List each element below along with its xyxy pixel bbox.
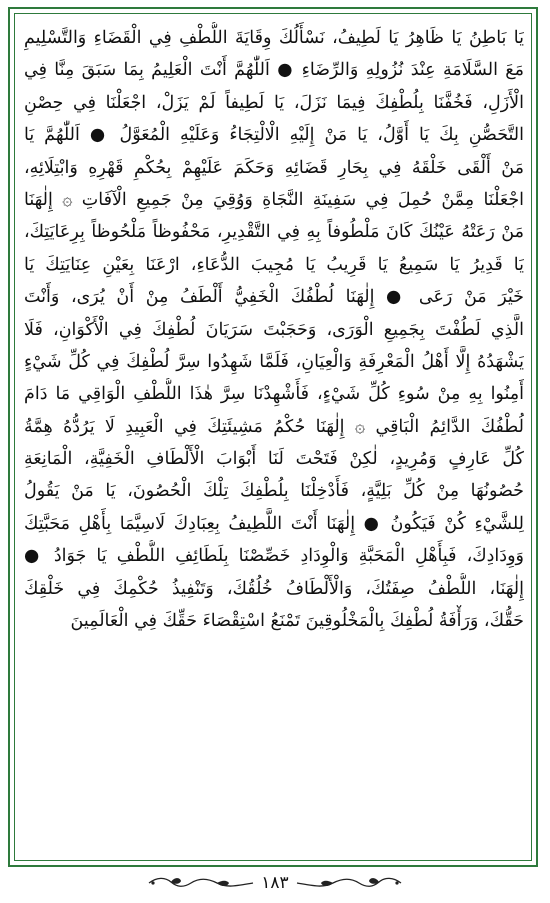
text-line: مَعَ السَّلَامَةِ عِنْدَ نُزُولِهِ وَالرِّضَاءِ ● اَللّٰهُمَّ أَنْتَ الْعَلِيمُ بِمَا سَبَقَ مِنَّا فِي [24,60,524,81]
text-line: مَنْ رَعَتْهُ عَيْنُكَ كَانَ مَلْطُوفاً بِهِ فِي التَّقْدِيرِ، مَحْفُوظاً مَلْحُوظاً بِرِعَايَتِكَ، [24,222,524,243]
text-line: لُطْفُكَ الدَّائِمُ الْبَاقِي ۞ إِلٰهَنَا حُكْمُ مَشِيئَتِكَ فِي الْعَبِيدِ لَا يَرُدُّهُ هِمَّةُ [24,416,524,437]
ornament-left-icon [147,874,255,892]
text-line: يَا قَدِيرُ يَا سَمِيعُ يَا قَرِيبُ يَا مُجِيبَ الدُّعَاءِ، ارْعَنَا بِعَيْنِ عِنَايَتِكَ يَا [24,254,524,275]
text-line: يَا بَاطِنُ يَا ظَاهِرُ يَا لَطِيفُ، نَسْأَلُكَ وِقَايَةَ اللُّطْفِ فِي الْقَضَاءِ وَالتَّسْلِيمِ [24,28,524,48]
text-line: اجْعَلْنَا مِمَّنْ حُمِلَ فِي سَفِينَةِ النَّجَاةِ وَوُقِيَ مِنْ جَمِيعِ الْآفَاتِ ۞ إِلٰهَنَا [24,189,524,210]
text-line: التَّحَصُّنِ بِكَ يَا أَوَّلُ، يَا مَنْ إِلَيْهِ الْالْتِجَاءُ وَعَلَيْهِ الْمُعَوَّلُ ● اَللّٰهُمَّ يَا [24,125,524,146]
ornament-right-icon [295,874,403,892]
text-line: أَمِنُوا بِهِ مِنْ سُوءِ كُلِّ شَيْءٍ، فَأَشْهِدْنَا سِرَّ هٰذَا اللُّطْفِ الْوَاقِي مَا دَامَ [24,384,524,405]
text-line: حَقُّكَ، وَرَأْفَةُ لُطْفِكَ بِالْمَخْلُوقِينَ تَمْنَعُ اسْتِقْصَاءَ حَقِّكَ فِي الْعَالَمِينَ [70,611,524,632]
prayer-text-block [24,22,524,637]
text-line: كُلِّ عَارِفٍ وَمُرِيدٍ، لٰكِنْ فَتَحْتَ لَنَا أَبْوَابَ الْأَلْطَافِ الْخَفِيَّةِ، الْمَانِعَةِ [24,449,524,470]
text-line: مَنْ أَلْقَى خَلْقَهُ فِي بِحَارِ قَضَائِهِ وَحَكَمَ عَلَيْهِمْ بِحُكْمِ قَهْرِهِ وَابْتِلَائِهِ، [24,157,524,178]
text-line: وَوِدَادِكَ، فَبِأَهْلِ الْمَحَبَّةِ وَالْوِدَادِ خَصِّصْنَا بِلَطَائِفِ اللُّطْفِ يَا جَوَادُ ● [24,546,524,567]
page-number: ١٨٣ [261,873,289,893]
text-line: الْأَزَلِ، فَخُفَّنَا بِلُطْفِكَ فِيمَا نَزَلَ، يَا لَطِيفاً لَمْ يَزَلْ، اجْعَلْنَا فِي حِصْنِ [24,92,524,113]
text-line: يَشْهَدُهُ إِلَّا أَهْلُ الْمَعْرِفَةِ وَالْعِيَانِ، فَلَمَّا شَهِدُوا سِرَّ لُطْفِكَ فِي كُلِّ شَيْءٍ [24,351,524,372]
text-line: حُصُونُهَا مِنْ كُلِّ بَلِيَّةٍ، فَأَدْخِلْنَا بِلُطْفِكَ تِلْكَ الْحُصُونَ، يَا مَنْ يَقُولُ [24,481,524,502]
text-line: لِلشَّيْءِ كُنْ فَيَكُونُ ● إِلٰهَنَا أَنْتَ اللَّطِيفُ بِعِبَادِكَ لَاسِيَّمَا بِأَهْلِ مَحَبَّتِكَ [24,513,524,534]
page-footer [0,868,550,898]
text-line: إِلٰهَنَا، اللُّطْفُ صِفَتُكَ، وَالْأَلْطَافُ خُلُقُكَ، وَتَنْفِيذُ حُكْمِكَ فِي خَلْقِكَ [24,578,524,599]
text-line: خَيْرَ مَنْ رَعَى ● إِلٰهَنَا لُطْفُكَ الْخَفِيُّ أَلْطَفُ مِنْ أَنْ يُرَى، وَأَنْتَ [24,287,524,308]
text-line: الَّذِي لَطُفْتَ بِجَمِيعِ الْوَرَى، وَحَجَبْتَ سَرَيَانَ لُطْفِكَ فِي الْأَكْوَانِ، فَلَا [24,319,524,340]
